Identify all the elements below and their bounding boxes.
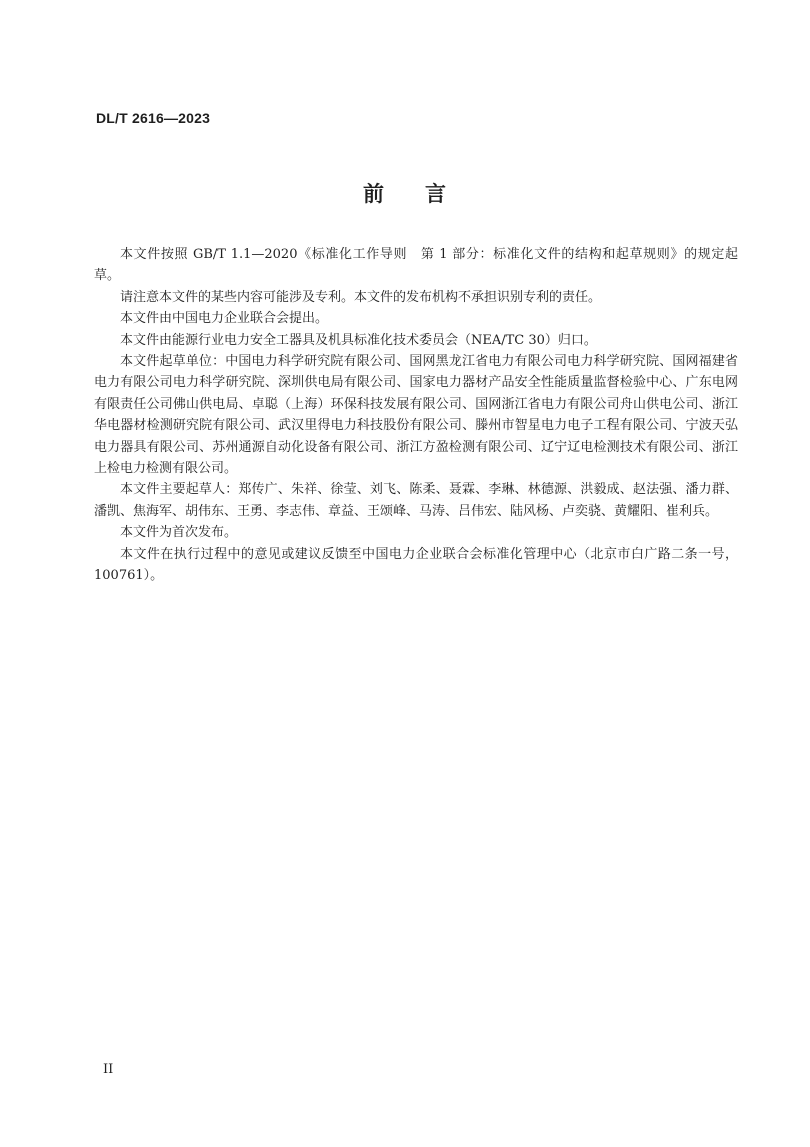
paragraph-drafting-units: 本文件起草单位：中国电力科学研究院有限公司、国网黑龙江省电力有限公司电力科学研究院、国网福建省电力有限公司电力科学研究院、深圳供电局有限公司、国家电力器材产品安全性能质量监督检验中心、广东电网有限责任公司佛山供电局、卓聪（上海）环保科技发展有限公司、国网浙江省电力有限公司舟山供电公司、浙江华电器材检测研究院有限公司、武汉里得电力科技股份有限公司、滕州市智星电力电子工程有限公司、宁波天弘电力器具有限公司、苏州通源自动化设备有限公司、浙江方盈检测有限公司、辽宁辽电检测技术有限公司、浙江上检电力检测有限公司。: [94, 354, 738, 477]
paragraph-first-release: 本文件为首次发布。: [120, 525, 238, 541]
paragraph-committee: 本文件由能源行业电力安全工器具及机具标准化技术委员会（NEA/TC 30）归口。: [120, 332, 597, 348]
title-char-2: 言: [425, 182, 447, 206]
page-number: II: [103, 1062, 114, 1077]
paragraph-drafters: 本文件主要起草人：郑传广、朱祥、徐莹、刘飞、陈柔、聂霖、李琳、林德源、洪毅成、赵法强、潘力群、潘凯、焦海军、胡伟东、王勇、李志伟、章益、王颂峰、马涛、吕伟宏、陆风杨、卢奕骁、黄耀阳、崔利兵。: [94, 482, 738, 519]
title-char-1: 前: [363, 182, 385, 206]
paragraph-drafting-rules: 本文件按照 GB/T 1.1—2020《标准化工作导则 第 1 部分：标准化文件的结构和起草规则》的规定起草。: [94, 247, 738, 284]
paragraph-feedback: 本文件在执行过程中的意见或建议反馈至中国电力企业联合会标准化管理中心（北京市白广路二条一号，100761）。: [94, 546, 738, 584]
paragraph-patent-notice: 请注意本文件的某些内容可能涉及专利。本文件的发布机构不承担识别专利的责任。: [120, 289, 602, 305]
paragraph-proposer: 本文件由中国电力企业联合会提出。: [120, 311, 329, 327]
document-code: DL/T 2616—2023: [96, 110, 211, 126]
page-title: [0, 178, 810, 208]
foreword-body: [94, 244, 738, 587]
